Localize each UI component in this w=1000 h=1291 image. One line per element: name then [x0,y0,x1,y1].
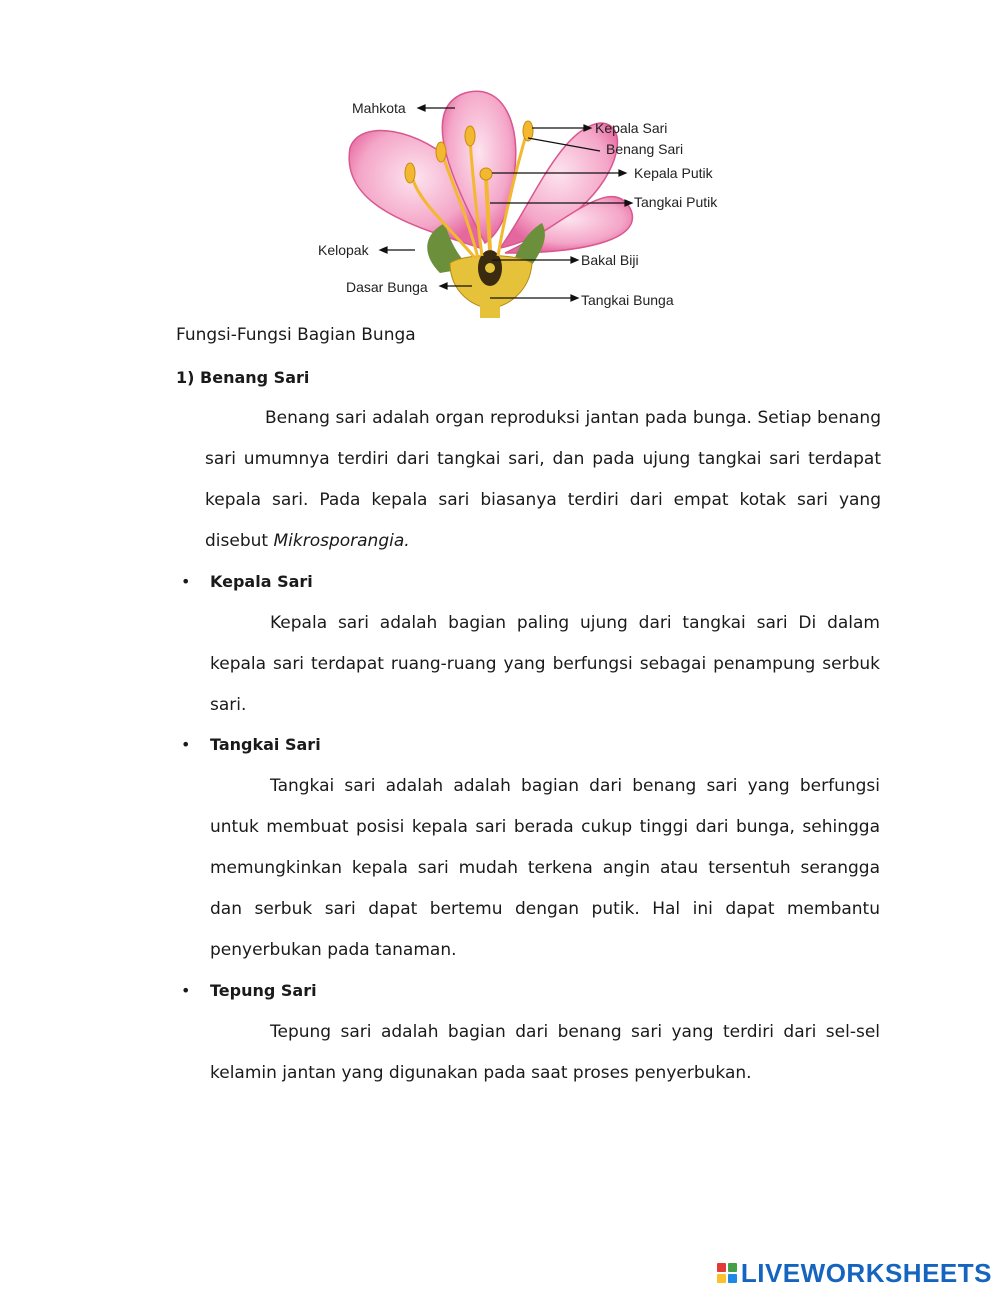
heading-tepung-sari: Tepung Sari [210,981,317,1000]
label-benang-sari: Benang Sari [606,141,684,157]
bullet-tangkai-sari: • [181,735,191,754]
logo-block [728,1263,737,1272]
anther [405,163,415,183]
label-bakal-biji: Bakal Biji [581,252,639,268]
term-mikrosporangia: Mikrosporangia. [273,531,410,551]
heading-kepala-sari: Kepala Sari [210,572,313,591]
label-kepala-putik: Kepala Putik [634,165,713,181]
stem [480,303,500,318]
paragraph-tangkai-sari-text: Tangkai sari adalah adalah bagian dari benang sari yang berfungsi untuk membuat posisi kepala sari berada cukup tinggi dari bunga, sehingga memungkinkan kepala sari mudah terkena angin atau tersentuh serangga dan serbuk sari dapat bertemu dengan putik. Hal ini dapat membantu penyerbukan pada tanaman. [210,776,880,960]
label-kelopak: Kelopak [318,242,369,258]
anther [465,126,475,146]
paragraph-tepung-sari [210,1012,880,1094]
logo-blocks-icon [717,1263,737,1283]
paragraph-benang-sari-text: Benang sari adalah organ reproduksi jantan pada bunga. Setiap benang sari umumnya terdiri dari tangkai sari, dan pada ujung tangkai sari terdapat kepala sari. Pada kepala sari biasanya terdiri dari empat kotak sari yang disebut [205,408,881,551]
stigma [480,168,492,180]
label-kepala-sari: Kepala Sari [595,120,668,136]
label-dasar-bunga: Dasar Bunga [346,279,428,295]
logo-block [728,1274,737,1283]
bullet-kepala-sari: • [181,572,191,591]
ovule [485,263,495,273]
label-tangkai-bunga: Tangkai Bunga [581,292,674,308]
section-title: Fungsi-Fungsi Bagian Bunga [176,325,416,345]
logo-block [717,1263,726,1272]
paragraph-tangkai-sari [210,766,880,971]
bullet-tepung-sari: • [181,981,191,1000]
paragraph-tepung-sari-text: Tepung sari adalah bagian dari benang sari yang terdiri dari sel-sel kelamin jantan yang digunakan pada saat proses penyerbukan. [210,1022,880,1083]
paragraph-kepala-sari [210,603,880,726]
logo-text: LIVEWORKSHEETS [740,1257,992,1288]
liveworksheets-logo[interactable] [717,1258,992,1288]
paragraph-benang-sari [205,398,881,562]
paragraph-kepala-sari-text: Kepala sari adalah bagian paling ujung dari tangkai sari Di dalam kepala sari terdapat ruang-ruang yang berfungsi sebagai penampung serbuk sari. [210,613,880,715]
heading-tangkai-sari: Tangkai Sari [210,735,321,754]
label-tangkai-putik: Tangkai Putik [634,194,718,210]
label-mahkota: Mahkota [352,100,406,116]
heading-benang-sari: 1) Benang Sari [176,368,310,387]
anther [436,142,446,162]
logo-block [717,1274,726,1283]
